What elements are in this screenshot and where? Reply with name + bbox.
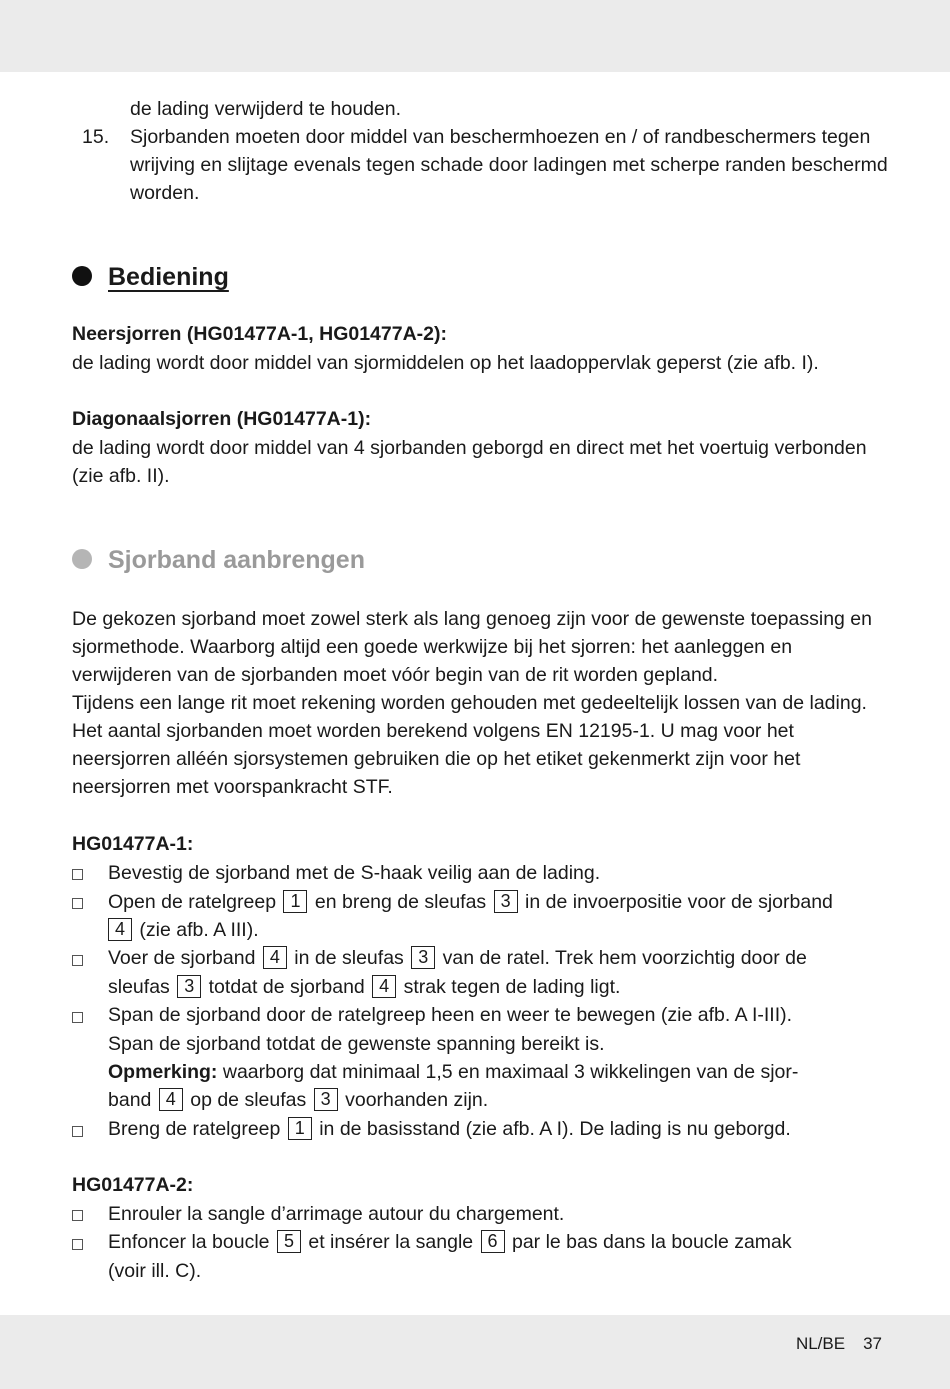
item15-line-3: worden. [130, 182, 200, 204]
part-number-box: 3 [177, 975, 201, 998]
part-number-box: 4 [159, 1088, 183, 1111]
hg1-step-4-note-line-1: Opmerking: waarborg dat minimaal 1,5 en maximaal 3 wikkelingen van de sjor- [108, 1061, 799, 1083]
section-heading-bediening: Bediening [72, 261, 229, 293]
checkbox-bullet-icon [72, 955, 83, 966]
intro-line: de lading verwijderd te houden. [130, 98, 402, 120]
aanbrengen-line-6: neersjorren alléén sjorsystemen gebruiken die op het etiket gekenmerkt zijn voor het [72, 748, 801, 770]
part-number-box: 1 [288, 1117, 312, 1140]
locale-label: NL/BE [795, 1334, 846, 1353]
diagonaal-line-2: (zie afb. II). [72, 465, 170, 487]
note-label: Opmerking: [108, 1061, 218, 1083]
part-number-box: 4 [263, 946, 287, 969]
aanbrengen-line-2: sjormethode. Waarborg altijd een goede werkwijze bij het sjorren: het aanleggen en [72, 636, 793, 658]
checkbox-bullet-icon [72, 1126, 83, 1137]
section-heading-aanbrengen: Sjorband aanbrengen [72, 544, 365, 576]
checkbox-bullet-icon [72, 869, 83, 880]
hg1-title: HG01477A-1: [72, 833, 194, 855]
neersjorren-text: de lading wordt door middel van sjormiddelen op het laadoppervlak geperst (zie afb. I). [72, 352, 819, 374]
bullet-dot-icon [72, 266, 92, 286]
page-number: 37 [863, 1334, 882, 1353]
part-number-box: 5 [277, 1230, 301, 1253]
page-footer [796, 1333, 882, 1355]
diagonaal-title: Diagonaalsjorren (HG01477A-1): [72, 408, 372, 430]
hg1-step-2-line-2: 4 (zie afb. A III). [108, 916, 259, 944]
hg1-step-4-line-1: Span de sjorband door de ratelgreep heen en weer te bewegen (zie afb. A I-III). [108, 1004, 793, 1026]
aanbrengen-line-1: De gekozen sjorband moet zowel sterk als lang genoeg zijn voor de gewenste toepassing en [72, 608, 872, 630]
hg1-step-5: Breng de ratelgreep 1 in de basisstand (zie afb. A I). De lading is nu geborgd. [108, 1118, 791, 1140]
part-number-box: 4 [108, 918, 132, 941]
hg2-step-2-line-2: (voir ill. C). [108, 1260, 202, 1282]
checkbox-bullet-icon [72, 1239, 83, 1250]
part-number-box: 3 [494, 890, 518, 913]
aanbrengen-line-5: Het aantal sjorbanden moet worden berekend volgens EN 12195-1. U mag voor het [72, 720, 794, 742]
item15-line-1: Sjorbanden moeten door middel van beschermhoezen en / of randbeschermers tegen [130, 126, 871, 148]
bullet-dot-icon [72, 549, 92, 569]
hg1-step-4-note-line-2: band 4 op de sleufas 3 voorhanden zijn. [108, 1089, 489, 1111]
aanbrengen-line-7: neersjorren met voorspankracht STF. [72, 776, 393, 798]
page-header-band [0, 0, 950, 72]
aanbrengen-line-3: verwijderen van de sjorbanden moet vóór begin van de rit worden gepland. [72, 664, 719, 686]
part-number-box: 3 [411, 946, 435, 969]
part-number-box: 3 [314, 1088, 338, 1111]
aanbrengen-line-4: Tijdens een lange rit moet rekening worden gehouden met gedeeltelijk lossen van de lading. [72, 692, 867, 714]
part-number-box: 1 [283, 890, 307, 913]
hg1-step-3-line-1: Voer de sjorband 4 in de sleufas 3 van de ratel. Trek hem voorzichtig door de [108, 947, 807, 969]
hg2-step-1: Enrouler la sangle d’arrimage autour du chargement. [108, 1203, 565, 1225]
checkbox-bullet-icon [72, 1012, 83, 1023]
hg2-step-2-line-1: Enfoncer la boucle 5 et insérer la sangle 6 par le bas dans la boucle zamak [108, 1231, 792, 1253]
hg1-step-4-line-2: Span de sjorband totdat de gewenste spanning bereikt is. [108, 1033, 605, 1055]
item15-line-2: wrijving en slijtage evenals tegen schade door ladingen met scherpe randen beschermd [130, 154, 888, 176]
hg1-step-1: Bevestig de sjorband met de S-haak veilig aan de lading. [108, 862, 601, 884]
hg1-step-3-line-2: sleufas 3 totdat de sjorband 4 strak tegen de lading ligt. [108, 976, 621, 998]
diagonaal-line-1: de lading wordt door middel van 4 sjorbanden geborgd en direct met het voertuig verbonden [72, 437, 867, 459]
list-number: 15. [82, 126, 110, 148]
part-number-box: 6 [481, 1230, 505, 1253]
hg1-step-2-line-1: Open de ratelgreep 1 en breng de sleufas 3 in de invoerpositie voor de sjorband [108, 891, 833, 913]
neersjorren-title: Neersjorren (HG01477A-1, HG01477A-2): [72, 323, 447, 345]
hg2-title: HG01477A-2: [72, 1174, 194, 1196]
part-number-box: 4 [372, 975, 396, 998]
checkbox-bullet-icon [72, 1210, 83, 1221]
checkbox-bullet-icon [72, 898, 83, 909]
